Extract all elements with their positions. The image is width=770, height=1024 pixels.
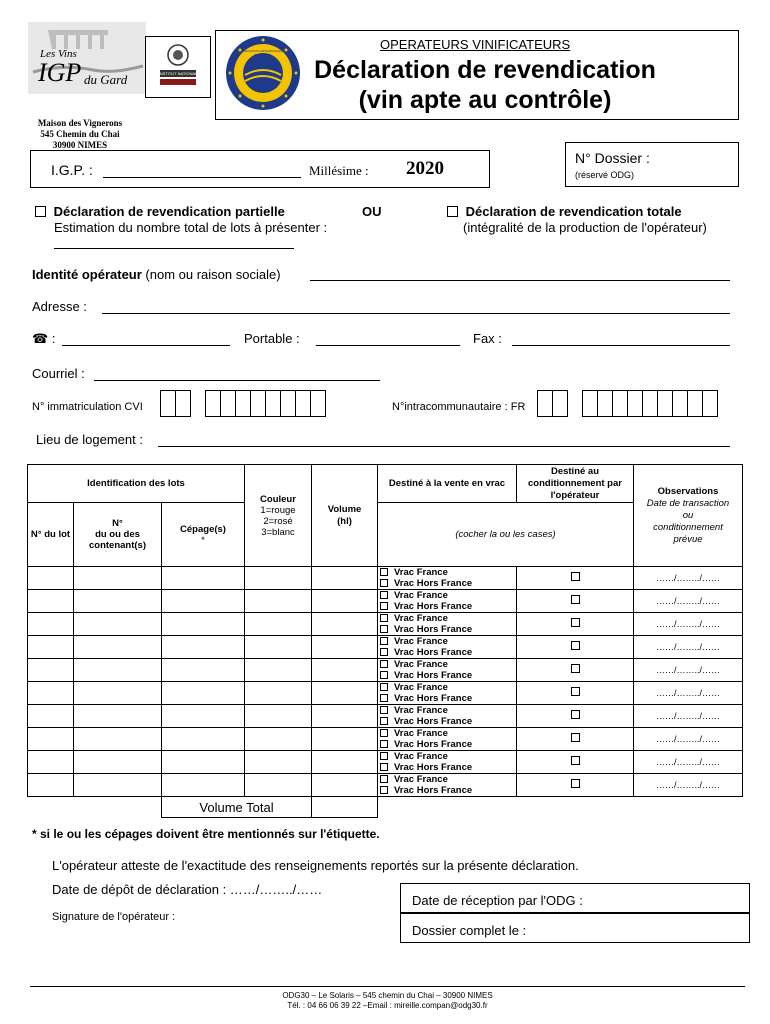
couleur-cell[interactable] [245, 567, 312, 590]
vrac-hors-france-label: Vrac Hors France [394, 601, 473, 612]
lot-number-cell[interactable] [28, 613, 74, 636]
vrac-cell [378, 590, 517, 613]
date-placeholder: ……/……../…… [655, 734, 720, 744]
contenant-cell[interactable] [74, 636, 162, 659]
vrac-cell [378, 636, 517, 659]
vrac-france-option[interactable] [380, 590, 516, 601]
vrac-france-label: Vrac France [394, 659, 448, 670]
vrac-hors-france-checkbox[interactable] [380, 717, 388, 725]
volume-cell[interactable] [312, 751, 378, 774]
courriel-label: Courriel : [32, 366, 85, 381]
cond-cell [517, 613, 634, 636]
reception-label: Date de réception par l'ODG : [412, 893, 583, 908]
cond-cell [517, 774, 634, 797]
vrac-cell [378, 728, 517, 751]
identite-label [32, 267, 281, 282]
vrac-hors-france-option[interactable] [380, 693, 516, 704]
vrac-france-option[interactable] [380, 567, 516, 578]
address-line-1: Maison des Vignerons [37, 118, 123, 128]
vrac-france-label: Vrac France [394, 590, 448, 601]
lot-number-cell[interactable] [28, 659, 74, 682]
dossier-note: (réservé ODG) [575, 170, 635, 180]
contenant-cell[interactable] [74, 705, 162, 728]
date-placeholder: ……/……../…… [655, 573, 720, 583]
page-title [300, 55, 670, 115]
obs-cell[interactable] [634, 774, 743, 797]
vrac-france-option[interactable] [380, 659, 516, 670]
couleur-cell[interactable] [245, 613, 312, 636]
vrac-france-checkbox[interactable] [380, 775, 388, 783]
table-row [28, 590, 743, 613]
cond-cell [517, 751, 634, 774]
igp-logo-line2: IGP [38, 58, 82, 87]
conditionnement-checkbox[interactable] [571, 733, 580, 742]
date-placeholder: ……/……../…… [655, 619, 720, 629]
vrac-france-checkbox[interactable] [380, 729, 388, 737]
contenant-cell[interactable] [74, 728, 162, 751]
cvi-input[interactable] [160, 390, 325, 417]
vrac-france-checkbox[interactable] [380, 752, 388, 760]
cepage-cell[interactable] [162, 728, 245, 751]
volume-cell[interactable] [312, 774, 378, 797]
lot-number-cell[interactable] [28, 682, 74, 705]
total-label: Déclaration de revendication totale [465, 204, 682, 219]
cond-cell [517, 590, 634, 613]
eu-seal-text: INDICATION GÉOGRAPHIQUE PROTÉGÉE [241, 49, 285, 57]
obs-cell[interactable] [634, 613, 743, 636]
volume-cell[interactable] [312, 636, 378, 659]
identite-rest: (nom ou raison sociale) [145, 267, 281, 282]
table-row [28, 682, 743, 705]
vrac-cell [378, 774, 517, 797]
vrac-header: Destiné à la vente en vrac [378, 465, 517, 503]
contenant-cell[interactable] [74, 613, 162, 636]
obs-cell[interactable] [634, 636, 743, 659]
vrac-hors-france-option[interactable] [380, 785, 516, 796]
date-placeholder: ……/……../…… [655, 596, 720, 606]
vrac-france-option[interactable] [380, 613, 516, 624]
dossier-label: N° Dossier : [575, 150, 650, 166]
signature-label: Signature de l'opérateur : [52, 911, 176, 923]
vrac-france-checkbox[interactable] [380, 591, 388, 599]
attestation-text: L'opérateur atteste de l'exactitude des renseignements reportés sur la présente déclaration. [52, 858, 579, 873]
vrac-hors-france-option[interactable] [380, 647, 516, 658]
phone-icon: ☎ [32, 331, 49, 346]
vrac-france-checkbox[interactable] [380, 568, 388, 576]
table-row [28, 659, 743, 682]
vrac-hors-france-label: Vrac Hors France [394, 578, 473, 589]
partial-label: Déclaration de revendication partielle [53, 204, 285, 219]
adresse-input[interactable] [102, 313, 730, 314]
address-line-2: 545 Chemin du Chai [40, 129, 120, 139]
vrac-hors-france-checkbox[interactable] [380, 602, 388, 610]
contenant-cell[interactable] [74, 590, 162, 613]
date-placeholder: ……/……../…… [655, 665, 720, 675]
eu-igp-seal-icon [225, 35, 301, 111]
vrac-hors-france-option[interactable] [380, 762, 516, 773]
conditionnement-checkbox[interactable] [571, 572, 580, 581]
vrac-france-checkbox[interactable] [380, 660, 388, 668]
footer [30, 986, 745, 1011]
title-line-1: Déclaration de revendication [314, 56, 656, 84]
inao-logo [145, 36, 211, 98]
igp-label: I.G.P. : [51, 162, 93, 178]
igp-millesime-box [30, 150, 490, 188]
lot-number-cell[interactable] [28, 751, 74, 774]
vrac-france-option[interactable] [380, 705, 516, 716]
volume-cell[interactable] [312, 728, 378, 751]
portable-label: Portable : [244, 331, 300, 346]
total-declaration-option[interactable] [447, 204, 682, 219]
conditionnement-checkbox[interactable] [571, 664, 580, 673]
conditionnement-checkbox[interactable] [571, 756, 580, 765]
estimation-label: Estimation du nombre total de lots à présenter : [54, 220, 328, 235]
volume-cell[interactable] [312, 705, 378, 728]
estimation-input[interactable] [54, 248, 294, 249]
obs-cell[interactable] [634, 682, 743, 705]
obs-cell[interactable] [634, 590, 743, 613]
vrac-france-option[interactable] [380, 636, 516, 647]
conditionnement-checkbox[interactable] [571, 710, 580, 719]
volume-cell[interactable] [312, 567, 378, 590]
vrac-france-checkbox[interactable] [380, 614, 388, 622]
cepage-cell[interactable] [162, 567, 245, 590]
conditionnement-checkbox[interactable] [571, 595, 580, 604]
vrac-hors-france-label: Vrac Hors France [394, 670, 473, 681]
total-checkbox[interactable] [447, 206, 458, 217]
contenant-cell[interactable] [74, 774, 162, 797]
cond-cell [517, 567, 634, 590]
courriel-input[interactable] [94, 380, 380, 381]
millesime-value: 2020 [406, 158, 444, 179]
cvi-label: N° immatriculation CVI [32, 401, 143, 413]
date-placeholder: ……/……../…… [655, 711, 720, 721]
complet-label: Dossier complet le : [412, 923, 527, 938]
cepage-cell[interactable] [162, 659, 245, 682]
cepage-header: Cépage(s) * [162, 503, 245, 567]
vrac-hors-france-option[interactable] [380, 601, 516, 612]
couleur-cell[interactable] [245, 682, 312, 705]
lieu-input[interactable] [158, 446, 730, 447]
header-subtitle: OPERATEURS VINIFICATEURS [380, 37, 571, 52]
vrac-cell [378, 613, 517, 636]
vrac-cell [378, 705, 517, 728]
cepage-cell[interactable] [162, 590, 245, 613]
conditionnement-checkbox[interactable] [571, 618, 580, 627]
obs-cell[interactable] [634, 728, 743, 751]
intra-label: N°intracommunautaire : FR [392, 401, 526, 413]
phone-input[interactable] [62, 345, 230, 346]
obs-cell[interactable] [634, 751, 743, 774]
lot-number-cell[interactable] [28, 728, 74, 751]
lot-number-cell[interactable] [28, 636, 74, 659]
obs-header: Observations Date de transaction ou conditionnement prévue [634, 465, 743, 567]
vrac-hors-france-label: Vrac Hors France [394, 693, 473, 704]
couleur-cell[interactable] [245, 774, 312, 797]
lot-number-cell[interactable] [28, 567, 74, 590]
lot-number-cell[interactable] [28, 590, 74, 613]
lieu-label: Lieu de logement : [36, 432, 143, 447]
vrac-hors-france-option[interactable] [380, 716, 516, 727]
or-label: OU [362, 204, 382, 219]
date-placeholder: ……/……../…… [655, 780, 720, 790]
millesime-label: Millésime : [309, 163, 369, 178]
volume-cell[interactable] [312, 590, 378, 613]
volume-cell[interactable] [312, 613, 378, 636]
vrac-france-label: Vrac France [394, 728, 448, 739]
vrac-france-label: Vrac France [394, 567, 448, 578]
contenant-cell[interactable] [74, 751, 162, 774]
vrac-france-label: Vrac France [394, 636, 448, 647]
date-placeholder: ……/……../…… [655, 757, 720, 767]
vrac-hors-france-label: Vrac Hors France [394, 716, 473, 727]
vrac-france-label: Vrac France [394, 682, 448, 693]
vrac-hors-france-option[interactable] [380, 624, 516, 635]
vrac-france-option[interactable] [380, 751, 516, 762]
volume-total-label: Volume Total [162, 797, 312, 818]
igp-logo-line3: du Gard [84, 72, 128, 87]
vrac-hors-france-label: Vrac Hors France [394, 785, 473, 796]
vrac-cell [378, 682, 517, 705]
identite-bold: Identité opérateur [32, 267, 142, 282]
vrac-hors-france-checkbox[interactable] [380, 786, 388, 794]
obs-cell[interactable] [634, 567, 743, 590]
table-row [28, 705, 743, 728]
igp-logo-line1: Les Vins [40, 48, 77, 60]
vrac-france-option[interactable] [380, 682, 516, 693]
vrac-hors-france-checkbox[interactable] [380, 740, 388, 748]
lot-number-cell[interactable] [28, 705, 74, 728]
table-row [28, 751, 743, 774]
odg-address [30, 118, 130, 151]
contenant-cell[interactable] [74, 682, 162, 705]
vrac-france-checkbox[interactable] [380, 683, 388, 691]
cond-cell [517, 636, 634, 659]
vrac-hors-france-label: Vrac Hors France [394, 739, 473, 750]
table-row [28, 613, 743, 636]
partial-checkbox[interactable] [35, 206, 46, 217]
cepage-cell[interactable] [162, 613, 245, 636]
igp-input[interactable] [103, 177, 301, 178]
couleur-cell[interactable] [245, 728, 312, 751]
adresse-label: Adresse : [32, 299, 87, 314]
lot-number-cell[interactable] [28, 774, 74, 797]
identite-input[interactable] [310, 280, 730, 281]
ident-header: Identification des lots [28, 465, 245, 503]
couleur-header: Couleur 1=rouge 2=rosé 3=blanc [245, 465, 312, 567]
vrac-cell [378, 659, 517, 682]
portable-input[interactable] [316, 345, 460, 346]
conditionnement-checkbox[interactable] [571, 687, 580, 696]
couleur-cell[interactable] [245, 705, 312, 728]
cepage-note: * si le ou les cépages doivent être mentionnés sur l'étiquette. [32, 827, 380, 841]
couleur-cell[interactable] [245, 636, 312, 659]
phone-label [32, 331, 55, 347]
vrac-hors-france-option[interactable] [380, 578, 516, 589]
vrac-france-checkbox[interactable] [380, 637, 388, 645]
vrac-hors-france-label: Vrac Hors France [394, 762, 473, 773]
vrac-hors-france-option[interactable] [380, 739, 516, 750]
volume-cell[interactable] [312, 659, 378, 682]
igp-du-gard-logo [28, 22, 146, 94]
vrac-hors-france-option[interactable] [380, 670, 516, 681]
dossier-box [565, 142, 739, 187]
vrac-cell [378, 567, 517, 590]
cepage-cell[interactable] [162, 751, 245, 774]
vrac-hors-france-checkbox[interactable] [380, 671, 388, 679]
vrac-hors-france-checkbox[interactable] [380, 694, 388, 702]
cepage-cell[interactable] [162, 682, 245, 705]
fax-input[interactable] [512, 345, 730, 346]
date-placeholder: ……/……../…… [655, 688, 720, 698]
contenant-cell[interactable] [74, 659, 162, 682]
address-line-3: 30900 NIMES [52, 140, 108, 150]
vrac-hors-france-label: Vrac Hors France [394, 647, 473, 658]
volume-total-value[interactable] [312, 797, 378, 818]
obs-cell[interactable] [634, 705, 743, 728]
table-row [28, 567, 743, 590]
intra-input[interactable] [537, 390, 717, 417]
conditionnement-checkbox[interactable] [571, 779, 580, 788]
cond-cell [517, 728, 634, 751]
lots-table [27, 464, 743, 818]
complet-box [400, 913, 750, 943]
vrac-hors-france-checkbox[interactable] [380, 579, 388, 587]
couleur-cell[interactable] [245, 590, 312, 613]
date-depot-label: Date de dépôt de déclaration : ……/……../…… [52, 882, 323, 897]
inao-logo-text: INSTITUT NATIONAL [158, 71, 198, 76]
vrac-hors-france-checkbox[interactable] [380, 625, 388, 633]
cond-cell [517, 705, 634, 728]
vrac-france-label: Vrac France [394, 613, 448, 624]
couleur-cell[interactable] [245, 659, 312, 682]
vrac-france-option[interactable] [380, 774, 516, 785]
vrac-france-checkbox[interactable] [380, 706, 388, 714]
vrac-hors-france-label: Vrac Hors France [394, 624, 473, 635]
cond-header: Destiné au conditionnement par l'opérateur [517, 465, 634, 503]
fax-label: Fax : [473, 331, 502, 346]
conditionnement-checkbox[interactable] [571, 641, 580, 650]
couleur-cell[interactable] [245, 751, 312, 774]
cocher-note: (cocher la ou les cases) [378, 503, 634, 567]
phone-suffix: : [51, 331, 56, 346]
table-row [28, 774, 743, 797]
cepage-cell[interactable] [162, 774, 245, 797]
cond-cell [517, 659, 634, 682]
vrac-hors-france-checkbox[interactable] [380, 648, 388, 656]
integralite-label: (intégralité de la production de l'opérateur) [463, 220, 707, 235]
partial-declaration-option[interactable] [35, 204, 285, 219]
obs-cell[interactable] [634, 659, 743, 682]
vrac-france-option[interactable] [380, 728, 516, 739]
cepage-cell[interactable] [162, 705, 245, 728]
table-row [28, 636, 743, 659]
vrac-france-label: Vrac France [394, 705, 448, 716]
reception-box [400, 883, 750, 913]
footer-line-1: ODG30 – Le Solaris – 545 chemin du Chai – 30900 NIMES [282, 991, 493, 1000]
contenant-header: N° du ou des contenant(s) [74, 503, 162, 567]
volume-cell[interactable] [312, 682, 378, 705]
cepage-cell[interactable] [162, 636, 245, 659]
title-line-2: (vin apte au contrôle) [358, 86, 612, 114]
volume-header: Volume (hl) [312, 465, 378, 567]
vrac-france-label: Vrac France [394, 774, 448, 785]
vrac-cell [378, 751, 517, 774]
lot-header: N° du lot [28, 503, 74, 567]
vrac-france-label: Vrac France [394, 751, 448, 762]
table-row [28, 728, 743, 751]
cond-cell [517, 682, 634, 705]
date-placeholder: ……/……../…… [655, 642, 720, 652]
contenant-cell[interactable] [74, 567, 162, 590]
footer-line-2: Tél. : 04 66 06 39 22 –Email : mireille.compan@odg30.fr [287, 1001, 488, 1010]
vrac-hors-france-checkbox[interactable] [380, 763, 388, 771]
